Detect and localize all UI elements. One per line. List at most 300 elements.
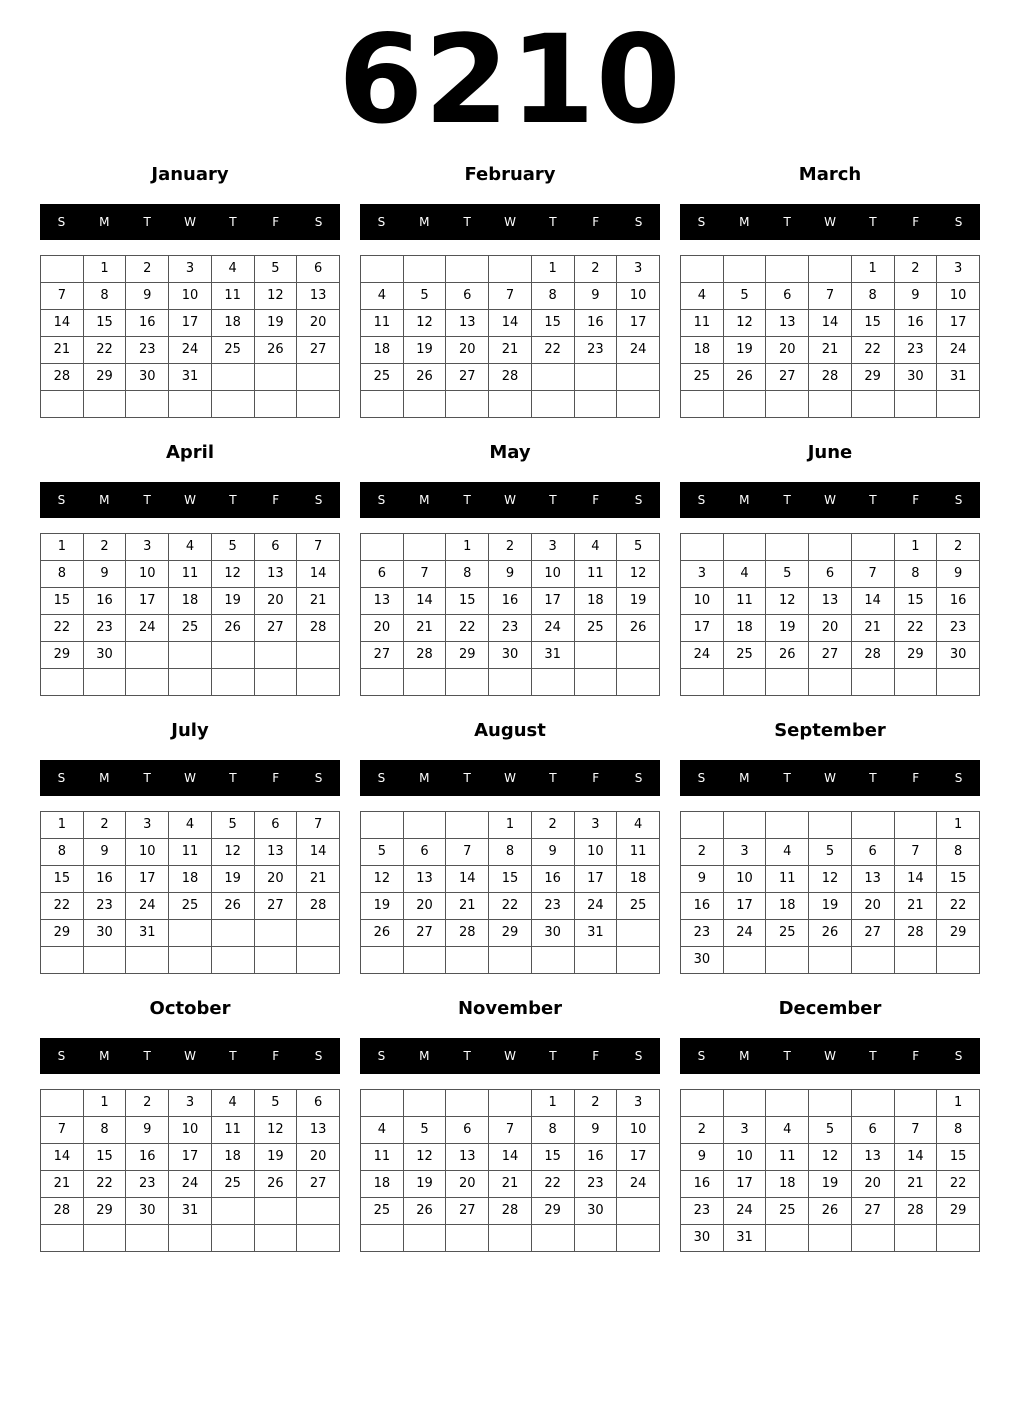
day-cell: 27 xyxy=(403,920,446,947)
day-cell xyxy=(894,391,937,418)
day-cell xyxy=(446,812,489,839)
day-cell: 29 xyxy=(531,1198,574,1225)
day-cell: 23 xyxy=(574,337,617,364)
day-cell: 5 xyxy=(403,283,446,310)
day-cell: 1 xyxy=(851,256,894,283)
day-cell xyxy=(809,947,852,974)
week-row xyxy=(41,839,340,866)
day-cell: 20 xyxy=(254,588,297,615)
weekday-label: T xyxy=(549,215,557,229)
day-cell: 21 xyxy=(297,588,340,615)
day-cell: 4 xyxy=(723,561,766,588)
day-cell xyxy=(809,1090,852,1117)
month-name: June xyxy=(807,442,853,463)
day-cell xyxy=(681,669,724,696)
day-cell: 13 xyxy=(254,839,297,866)
day-cell: 15 xyxy=(83,310,126,337)
day-cell: 7 xyxy=(297,534,340,561)
weekday-label: S xyxy=(57,493,66,507)
day-cell: 10 xyxy=(937,283,980,310)
weekday-label: T xyxy=(869,493,877,507)
day-cell: 8 xyxy=(41,839,84,866)
weekday-label: S xyxy=(634,493,643,507)
weekday-label: M xyxy=(99,771,110,785)
weekday-label: T xyxy=(783,1049,791,1063)
weekday-header xyxy=(680,482,980,518)
day-cell: 15 xyxy=(937,866,980,893)
day-cell: 4 xyxy=(766,1117,809,1144)
week-row xyxy=(681,534,980,561)
week-row xyxy=(361,839,660,866)
weekday-header xyxy=(40,760,340,796)
day-cell: 3 xyxy=(617,1090,660,1117)
day-cell: 3 xyxy=(723,839,766,866)
day-cell xyxy=(41,1090,84,1117)
day-cell: 17 xyxy=(169,1144,212,1171)
day-cell xyxy=(809,391,852,418)
day-cell: 17 xyxy=(574,866,617,893)
day-cell: 27 xyxy=(446,364,489,391)
day-cell: 3 xyxy=(169,1090,212,1117)
day-cell: 20 xyxy=(446,1171,489,1198)
week-row xyxy=(41,1198,340,1225)
day-cell: 24 xyxy=(937,337,980,364)
day-cell: 24 xyxy=(723,920,766,947)
day-cell xyxy=(169,947,212,974)
day-cell: 12 xyxy=(211,561,254,588)
day-cell: 31 xyxy=(169,364,212,391)
day-cell: 18 xyxy=(723,615,766,642)
day-cell: 22 xyxy=(937,893,980,920)
day-cell: 11 xyxy=(766,866,809,893)
day-cell: 17 xyxy=(126,588,169,615)
day-cell xyxy=(617,1198,660,1225)
day-cell xyxy=(766,534,809,561)
day-cell xyxy=(254,1198,297,1225)
day-cell xyxy=(41,256,84,283)
day-cell: 4 xyxy=(361,283,404,310)
day-cell: 13 xyxy=(446,310,489,337)
day-cell: 25 xyxy=(574,615,617,642)
weekday-header xyxy=(360,1038,660,1074)
weekday-label: F xyxy=(912,215,920,229)
day-cell xyxy=(297,669,340,696)
day-cell: 27 xyxy=(297,1171,340,1198)
day-cell: 17 xyxy=(723,893,766,920)
day-cell: 19 xyxy=(723,337,766,364)
day-cell: 1 xyxy=(937,812,980,839)
day-cell xyxy=(41,391,84,418)
day-cell xyxy=(211,947,254,974)
day-cell: 6 xyxy=(851,1117,894,1144)
day-cell xyxy=(211,1225,254,1252)
day-cell: 16 xyxy=(126,1144,169,1171)
day-cell: 2 xyxy=(574,256,617,283)
weekday-label: W xyxy=(184,771,196,785)
day-cell: 27 xyxy=(297,337,340,364)
weekday-label: W xyxy=(504,215,516,229)
day-cell: 28 xyxy=(489,364,532,391)
day-cell xyxy=(297,920,340,947)
day-cell: 24 xyxy=(126,893,169,920)
week-row xyxy=(361,642,660,669)
day-cell xyxy=(211,642,254,669)
day-cell xyxy=(851,391,894,418)
month-name: September xyxy=(774,720,886,741)
day-cell: 1 xyxy=(531,256,574,283)
weekday-label: S xyxy=(57,215,66,229)
day-cell xyxy=(446,1090,489,1117)
month-name: April xyxy=(165,442,215,463)
weekday-label: S xyxy=(697,215,706,229)
weekday-label: S xyxy=(314,493,323,507)
week-row xyxy=(681,615,980,642)
day-cell xyxy=(41,947,84,974)
weekday-label: M xyxy=(419,493,430,507)
weekday-label: S xyxy=(57,771,66,785)
day-cell: 25 xyxy=(169,893,212,920)
day-cell: 7 xyxy=(851,561,894,588)
day-cell xyxy=(403,669,446,696)
day-cell xyxy=(937,1225,980,1252)
day-cell: 3 xyxy=(126,534,169,561)
weekday-label: T xyxy=(783,493,791,507)
day-cell: 22 xyxy=(894,615,937,642)
day-cell: 18 xyxy=(766,893,809,920)
weekday-label: T xyxy=(869,1049,877,1063)
weekday-label: M xyxy=(419,771,430,785)
day-cell: 14 xyxy=(41,310,84,337)
week-row xyxy=(41,642,340,669)
day-cell: 23 xyxy=(126,337,169,364)
day-cell: 9 xyxy=(681,1144,724,1171)
day-cell: 21 xyxy=(894,893,937,920)
day-cell: 14 xyxy=(41,1144,84,1171)
day-cell: 7 xyxy=(41,283,84,310)
day-cell: 28 xyxy=(403,642,446,669)
day-cell: 16 xyxy=(937,588,980,615)
day-cell: 13 xyxy=(254,561,297,588)
week-row xyxy=(681,1144,980,1171)
day-cell: 18 xyxy=(361,337,404,364)
day-cell xyxy=(809,534,852,561)
day-cell xyxy=(531,391,574,418)
day-cell: 19 xyxy=(809,1171,852,1198)
day-cell: 22 xyxy=(531,1171,574,1198)
day-cell: 18 xyxy=(361,1171,404,1198)
weekday-label: S xyxy=(697,771,706,785)
month-name: January xyxy=(151,164,229,185)
day-cell: 14 xyxy=(851,588,894,615)
weekday-label: W xyxy=(824,493,836,507)
day-cell: 13 xyxy=(446,1144,489,1171)
days-table xyxy=(40,255,340,418)
day-cell: 5 xyxy=(254,256,297,283)
day-cell: 17 xyxy=(937,310,980,337)
days-table xyxy=(40,1089,340,1252)
day-cell xyxy=(126,1225,169,1252)
day-cell xyxy=(489,1225,532,1252)
day-cell: 2 xyxy=(937,534,980,561)
day-cell: 9 xyxy=(681,866,724,893)
day-cell xyxy=(617,920,660,947)
week-row xyxy=(681,1171,980,1198)
week-row xyxy=(361,947,660,974)
day-cell: 21 xyxy=(297,866,340,893)
day-cell xyxy=(894,947,937,974)
day-cell: 8 xyxy=(937,839,980,866)
weekday-label: T xyxy=(143,771,151,785)
days-table xyxy=(360,1089,660,1252)
weekday-label: W xyxy=(184,215,196,229)
day-cell: 23 xyxy=(894,337,937,364)
day-cell: 21 xyxy=(809,337,852,364)
day-cell xyxy=(211,920,254,947)
day-cell: 24 xyxy=(617,1171,660,1198)
day-cell xyxy=(766,1225,809,1252)
day-cell xyxy=(297,1225,340,1252)
day-cell: 5 xyxy=(211,812,254,839)
day-cell xyxy=(851,1090,894,1117)
day-cell: 20 xyxy=(297,310,340,337)
day-cell: 23 xyxy=(126,1171,169,1198)
day-cell: 7 xyxy=(489,1117,532,1144)
day-cell: 21 xyxy=(41,1171,84,1198)
day-cell: 11 xyxy=(361,310,404,337)
week-row xyxy=(681,1198,980,1225)
weekday-label: F xyxy=(592,215,600,229)
weekday-label: F xyxy=(912,493,920,507)
day-cell xyxy=(681,391,724,418)
day-cell: 29 xyxy=(83,364,126,391)
day-cell xyxy=(723,256,766,283)
day-cell: 4 xyxy=(169,812,212,839)
week-row xyxy=(681,642,980,669)
weekday-header xyxy=(360,482,660,518)
day-cell: 25 xyxy=(617,893,660,920)
day-cell: 17 xyxy=(617,1144,660,1171)
weekday-label: W xyxy=(184,493,196,507)
day-cell: 11 xyxy=(681,310,724,337)
day-cell: 4 xyxy=(617,812,660,839)
day-cell: 21 xyxy=(446,893,489,920)
week-row xyxy=(681,1225,980,1252)
day-cell: 30 xyxy=(126,364,169,391)
day-cell: 26 xyxy=(254,337,297,364)
day-cell: 10 xyxy=(531,561,574,588)
day-cell: 7 xyxy=(41,1117,84,1144)
weekday-label: W xyxy=(504,1049,516,1063)
week-row xyxy=(41,1171,340,1198)
day-cell xyxy=(681,1090,724,1117)
day-cell: 6 xyxy=(297,256,340,283)
day-cell: 6 xyxy=(403,839,446,866)
day-cell: 15 xyxy=(83,1144,126,1171)
day-cell: 30 xyxy=(126,1198,169,1225)
weekday-label: S xyxy=(634,1049,643,1063)
day-cell: 13 xyxy=(361,588,404,615)
day-cell xyxy=(403,391,446,418)
day-cell xyxy=(937,391,980,418)
day-cell xyxy=(446,391,489,418)
day-cell xyxy=(809,812,852,839)
day-cell: 5 xyxy=(809,1117,852,1144)
day-cell: 17 xyxy=(126,866,169,893)
day-cell xyxy=(403,534,446,561)
weekday-label: T xyxy=(549,771,557,785)
day-cell: 25 xyxy=(723,642,766,669)
day-cell xyxy=(254,1225,297,1252)
day-cell: 14 xyxy=(403,588,446,615)
day-cell xyxy=(681,534,724,561)
day-cell: 31 xyxy=(126,920,169,947)
day-cell: 4 xyxy=(574,534,617,561)
weekday-label: T xyxy=(869,215,877,229)
weekday-label: S xyxy=(954,1049,963,1063)
day-cell: 6 xyxy=(446,283,489,310)
day-cell: 30 xyxy=(531,920,574,947)
day-cell: 11 xyxy=(211,1117,254,1144)
day-cell xyxy=(617,391,660,418)
day-cell: 15 xyxy=(489,866,532,893)
day-cell: 12 xyxy=(403,1144,446,1171)
day-cell xyxy=(41,1225,84,1252)
day-cell: 4 xyxy=(211,256,254,283)
day-cell: 5 xyxy=(617,534,660,561)
day-cell: 13 xyxy=(851,866,894,893)
weekday-label: S xyxy=(634,771,643,785)
day-cell: 30 xyxy=(83,920,126,947)
day-cell xyxy=(254,920,297,947)
day-cell xyxy=(894,812,937,839)
day-cell: 20 xyxy=(766,337,809,364)
day-cell: 23 xyxy=(83,893,126,920)
day-cell: 1 xyxy=(446,534,489,561)
day-cell: 18 xyxy=(681,337,724,364)
day-cell xyxy=(254,391,297,418)
weekday-label: T xyxy=(143,1049,151,1063)
weekday-label: T xyxy=(783,771,791,785)
day-cell: 14 xyxy=(894,1144,937,1171)
day-cell: 9 xyxy=(83,561,126,588)
day-cell: 28 xyxy=(894,1198,937,1225)
day-cell: 14 xyxy=(894,866,937,893)
day-cell: 9 xyxy=(574,283,617,310)
week-row xyxy=(681,364,980,391)
day-cell: 23 xyxy=(531,893,574,920)
days-table xyxy=(680,1089,980,1252)
day-cell: 24 xyxy=(681,642,724,669)
day-cell: 26 xyxy=(361,920,404,947)
day-cell xyxy=(211,391,254,418)
day-cell: 13 xyxy=(403,866,446,893)
day-cell xyxy=(809,669,852,696)
day-cell xyxy=(766,256,809,283)
day-cell: 23 xyxy=(83,615,126,642)
weekday-label: T xyxy=(229,771,237,785)
weekday-label: M xyxy=(739,771,750,785)
day-cell xyxy=(574,642,617,669)
weekday-label: S xyxy=(57,1049,66,1063)
day-cell: 7 xyxy=(894,839,937,866)
day-cell xyxy=(489,256,532,283)
day-cell: 14 xyxy=(297,839,340,866)
week-row xyxy=(41,893,340,920)
day-cell: 12 xyxy=(254,283,297,310)
day-cell: 5 xyxy=(723,283,766,310)
day-cell xyxy=(894,1225,937,1252)
week-row xyxy=(41,1090,340,1117)
week-row xyxy=(681,866,980,893)
day-cell: 24 xyxy=(723,1198,766,1225)
day-cell: 4 xyxy=(169,534,212,561)
day-cell xyxy=(574,947,617,974)
day-cell: 20 xyxy=(851,1171,894,1198)
month-name: February xyxy=(464,164,556,185)
days-table xyxy=(360,255,660,418)
day-cell: 27 xyxy=(254,615,297,642)
day-cell: 1 xyxy=(41,534,84,561)
day-cell: 5 xyxy=(766,561,809,588)
day-cell: 23 xyxy=(489,615,532,642)
day-cell: 28 xyxy=(41,364,84,391)
weekday-label: S xyxy=(954,493,963,507)
week-row xyxy=(41,812,340,839)
week-row xyxy=(681,310,980,337)
day-cell: 2 xyxy=(894,256,937,283)
month-name: November xyxy=(457,998,563,1019)
week-row xyxy=(41,588,340,615)
weekday-label: T xyxy=(463,771,471,785)
day-cell: 5 xyxy=(361,839,404,866)
day-cell: 16 xyxy=(126,310,169,337)
day-cell: 18 xyxy=(169,866,212,893)
week-row xyxy=(681,893,980,920)
day-cell xyxy=(254,642,297,669)
day-cell: 12 xyxy=(211,839,254,866)
day-cell: 15 xyxy=(446,588,489,615)
day-cell: 22 xyxy=(531,337,574,364)
day-cell xyxy=(489,391,532,418)
day-cell xyxy=(766,669,809,696)
day-cell: 16 xyxy=(531,866,574,893)
day-cell: 19 xyxy=(361,893,404,920)
month-name: December xyxy=(778,998,882,1019)
day-cell: 3 xyxy=(937,256,980,283)
week-row xyxy=(41,283,340,310)
day-cell: 10 xyxy=(169,1117,212,1144)
days-table xyxy=(680,533,980,696)
day-cell: 20 xyxy=(446,337,489,364)
day-cell: 3 xyxy=(169,256,212,283)
day-cell xyxy=(851,947,894,974)
days-table xyxy=(40,811,340,974)
weekday-label: F xyxy=(592,1049,600,1063)
weekday-label: T xyxy=(229,215,237,229)
weekday-header xyxy=(360,204,660,240)
weekday-label: W xyxy=(504,771,516,785)
day-cell xyxy=(297,1198,340,1225)
week-row xyxy=(361,1225,660,1252)
day-cell: 1 xyxy=(41,812,84,839)
day-cell: 12 xyxy=(361,866,404,893)
day-cell: 26 xyxy=(211,615,254,642)
day-cell xyxy=(574,1225,617,1252)
week-row xyxy=(41,947,340,974)
day-cell xyxy=(254,947,297,974)
day-cell: 29 xyxy=(489,920,532,947)
day-cell: 28 xyxy=(297,615,340,642)
